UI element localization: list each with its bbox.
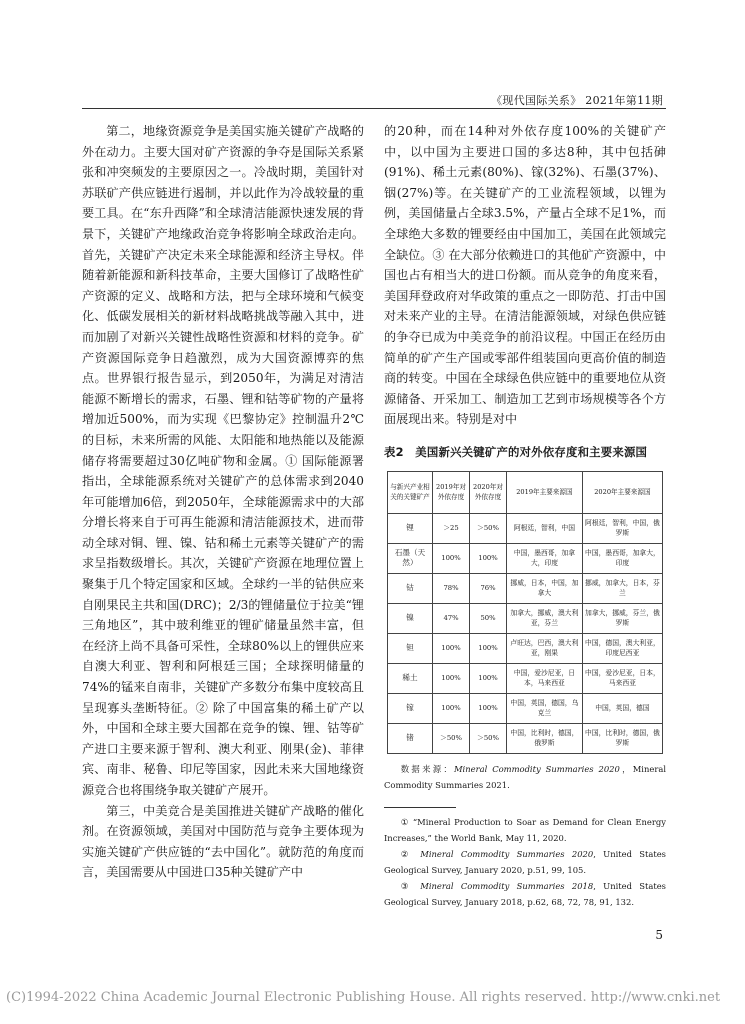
table-cell: 阿根廷，智利，中国 — [507, 513, 583, 543]
table-cell: 阿根廷，智利，中国，俄罗斯 — [582, 513, 662, 543]
footnote-marker: ② — [400, 848, 413, 859]
table-cell: 中国，英国，德国 — [582, 693, 662, 723]
source-suffix: ，Mineral Commodity Summaries 2021. — [384, 763, 666, 790]
table-cell: 钽 — [388, 633, 433, 663]
table-cell: 中国，爱沙尼亚，日本，马来西亚 — [582, 663, 662, 693]
table-cell: 中国，比利时，德国，俄罗斯 — [582, 723, 662, 753]
table-cell: 稀土 — [388, 663, 433, 693]
footnote-text: , United States Geological Survey, January 2020, p.51, 99, 105. — [384, 848, 666, 875]
footnote-3 — [384, 878, 666, 910]
table-header-cell: 2019年对外依存度 — [433, 471, 470, 513]
table-cell: ＞50% — [470, 513, 507, 543]
table-cell: 100% — [470, 693, 507, 723]
footnote-marker: ① — [400, 816, 410, 827]
source-title: Mineral Commodity Summaries 2020 — [453, 763, 620, 774]
table-cell: 中国，爱沙尼亚，日本，马来西亚 — [507, 663, 583, 693]
footnote-marker: ③ — [400, 880, 413, 891]
table-cell: 100% — [470, 633, 507, 663]
table-cell: 100% — [470, 543, 507, 573]
table-caption: 表2 美国新兴关键矿产的对外依存度和主要来源国 — [384, 444, 648, 459]
table-cell: 47% — [433, 603, 470, 633]
table-row — [388, 543, 663, 573]
table-row — [388, 693, 663, 723]
page-number: 5 — [655, 928, 663, 942]
table-row — [388, 603, 663, 633]
journal-header: 《现代国际关系》 2021年第11期 — [491, 94, 663, 107]
table-header-cell: 2019年主要来源国 — [507, 471, 583, 513]
table-cell: 中国，墨西哥，加拿大，印度 — [582, 543, 662, 573]
paragraph-continued: 的20种，而在14种对外依存度100%的关键矿产中，以中国为主要进口国的多达8种，其中包括砷(91%)、稀土元素(80%)、镓(32%)、石墨(37%)、铟(27%)等。在关键矿产的工业流程领域，以锂为例，美国储量占全球3.5%，产量占全球不足1%，而全球绝大多数的锂要经由中国加工，美国在此领域完全缺位。③ 在大部分依赖进口的其他矿产资源中，中国也占有相当大的进口份额。而从竞争的角度来看，美国拜登政府对华政策的重点之一即防范、打击中国对未来产业的主导。在清洁能源领域，对绿色供应链的争夺已成为中美竞争的前沿议程。中国正在经历由简单的矿产生产国或零部件组装国向更高价值的制造商的转变。中国在全球绿色供应链中的重要地位从资源储备、开采加工、制造加工艺到市场规模等各个方面展现出来。特别是对中 — [384, 124, 667, 427]
paragraph-sino-us: 第三，中美竞合是美国推进关键矿产战略的催化剂。在资源领域，美国对中国防范与竞争主要体现为实施关键矿产供应链的“去中国化”。就防范的角度而言，美国需要从中国进口35种关键矿产中 — [82, 803, 364, 880]
dependency-table — [387, 471, 663, 754]
header-rule — [82, 108, 666, 109]
table-row — [388, 513, 663, 543]
footnote-text: “Mineral Production to Soar as Demand for Clean Energy Increases,” the World Bank, May 11, 2020. — [384, 816, 666, 843]
table-cell: 100% — [433, 543, 470, 573]
paragraph-geo-competition: 第二，地缘资源竞争是美国实施关键矿产战略的外在动力。主要大国对矿产资源的争夺是国际关系紧张和冲突频发的主要原因之一。冷战时期，美国针对苏联矿产供应链进行遏制，并以此作为冷战较量的重要工具。在“东升西降”和全球清洁能源快速发展的背景下，关键矿产地缘政治竞争将影响全球政治走向。首先，关键矿产决定未来全球能源和经济主导权。伴随着新能源和新科技革命，主要大国修订了战略性矿产资源的定义、战略和方法，把与全球环境和气候变化、低碳发展相关的新材料战略挑战等融入其中，进而加剧了对新兴关键性战略性资源和材料的竞争。矿产资源国际竞争日趋激烈，成为大国资源博弈的焦点。世界银行报告显示，到2050年，为满足对清洁能源不断增长的需求，石墨、锂和钴等矿物的产量将增加近500%，而为实现《巴黎协定》控制温升2℃的目标，未来所需的风能、太阳能和地热能以及能源储存将需要超过30亿吨矿物和金属。① 国际能源署指出，全球能源系统对关键矿产的总体需求到2040年可能增加6倍，到2050年，全球能源需求中的大部分增长将来自于可再生能源和清洁能源技术，进而带动全球对铜、锂、镍、钴和稀土元素等关键矿产的需求呈指数级增长。其次，关键矿产资源在地理位置上聚集于几个特定国家和区域。全球约一半的钴供应来自刚果民主共和国(DRC)；2/3的锂储量位于拉美“锂三角地区”，其中玻利维亚的锂矿储量虽然丰富，但在经济上尚不具备可采性，全球80%以上的锂供应来自澳大利亚、智利和阿根廷三国；全球探明储量的74%的锰来自南非，关键矿产多数分布集中度较高且呈现寡头垄断特征。② 除了中国富集的稀土矿产以外，中国和全球主要大国都在竞争的镍、锂、钴等矿产进口主要来源于智利、澳大利亚、刚果(金)、菲律宾、南非、秘鲁、印尼等国家，因此未来大国地缘资源竞合也将围绕争取关键矿产展开。 — [82, 124, 364, 797]
table-row — [388, 633, 663, 663]
table-cell: 76% — [470, 573, 507, 603]
table-cell: 挪威，日本，中国，加拿大 — [507, 573, 583, 603]
table-cell: 锂 — [388, 513, 433, 543]
table-cell: 镓 — [388, 693, 433, 723]
table-cell: 钴 — [388, 573, 433, 603]
table-cell: 中国，墨西哥，加拿大，印度 — [507, 543, 583, 573]
table-row — [388, 573, 663, 603]
right-column — [384, 121, 666, 910]
footnote-title: Mineral Commodity Summaries 2020 — [420, 848, 594, 859]
table-source — [384, 761, 666, 793]
source-prefix: 数据来源： — [400, 763, 454, 774]
footnote-text: , United States Geological Survey, January 2018, p.62, 68, 72, 78, 91, 132. — [384, 880, 666, 907]
table-cell: 挪威，加拿大，日本，芬兰 — [582, 573, 662, 603]
table-header-row — [388, 471, 663, 513]
footnote-2 — [384, 846, 666, 878]
table-cell: ＞50% — [433, 723, 470, 753]
table-cell: 50% — [470, 603, 507, 633]
table-cell: 加拿大，挪威，芬兰，俄罗斯 — [582, 603, 662, 633]
table-row — [388, 723, 663, 753]
table-cell: 100% — [433, 693, 470, 723]
table-header-cell: 2020年主要来源国 — [582, 471, 662, 513]
table-cell: 中国，德国，澳大利亚，印度尼西亚 — [582, 633, 662, 663]
table-header-cell: 2020年对外依存度 — [470, 471, 507, 513]
table-header-cell: 与新兴产业相关的关键矿产 — [388, 471, 433, 513]
table-cell: ＞25 — [433, 513, 470, 543]
footnote-1 — [384, 814, 666, 846]
copyright-notice: (C)1994-2022 China Academic Journal Electronic Publishing House. All rights reserved. http://www.cnki.net — [6, 990, 721, 1005]
table-cell: ＞50% — [470, 723, 507, 753]
table-cell: 100% — [470, 663, 507, 693]
left-column — [82, 121, 364, 883]
table-cell: 100% — [433, 633, 470, 663]
table-cell: 镍 — [388, 603, 433, 633]
footnote-title: Mineral Commodity Summaries 2018 — [420, 880, 594, 891]
table-cell: 中国，比利时，德国，俄罗斯 — [507, 723, 583, 753]
table-row — [388, 663, 663, 693]
table-cell: 中国，英国，德国，乌克兰 — [507, 693, 583, 723]
table-cell: 100% — [433, 663, 470, 693]
table-cell: 锗 — [388, 723, 433, 753]
footnote-rule — [384, 807, 456, 808]
table-cell: 卢旺达，巴西，澳大利亚，刚果 — [507, 633, 583, 663]
table-cell: 加拿大，挪威，澳大利亚，芬兰 — [507, 603, 583, 633]
table-cell: 石墨（天然） — [388, 543, 433, 573]
table-cell: 78% — [433, 573, 470, 603]
